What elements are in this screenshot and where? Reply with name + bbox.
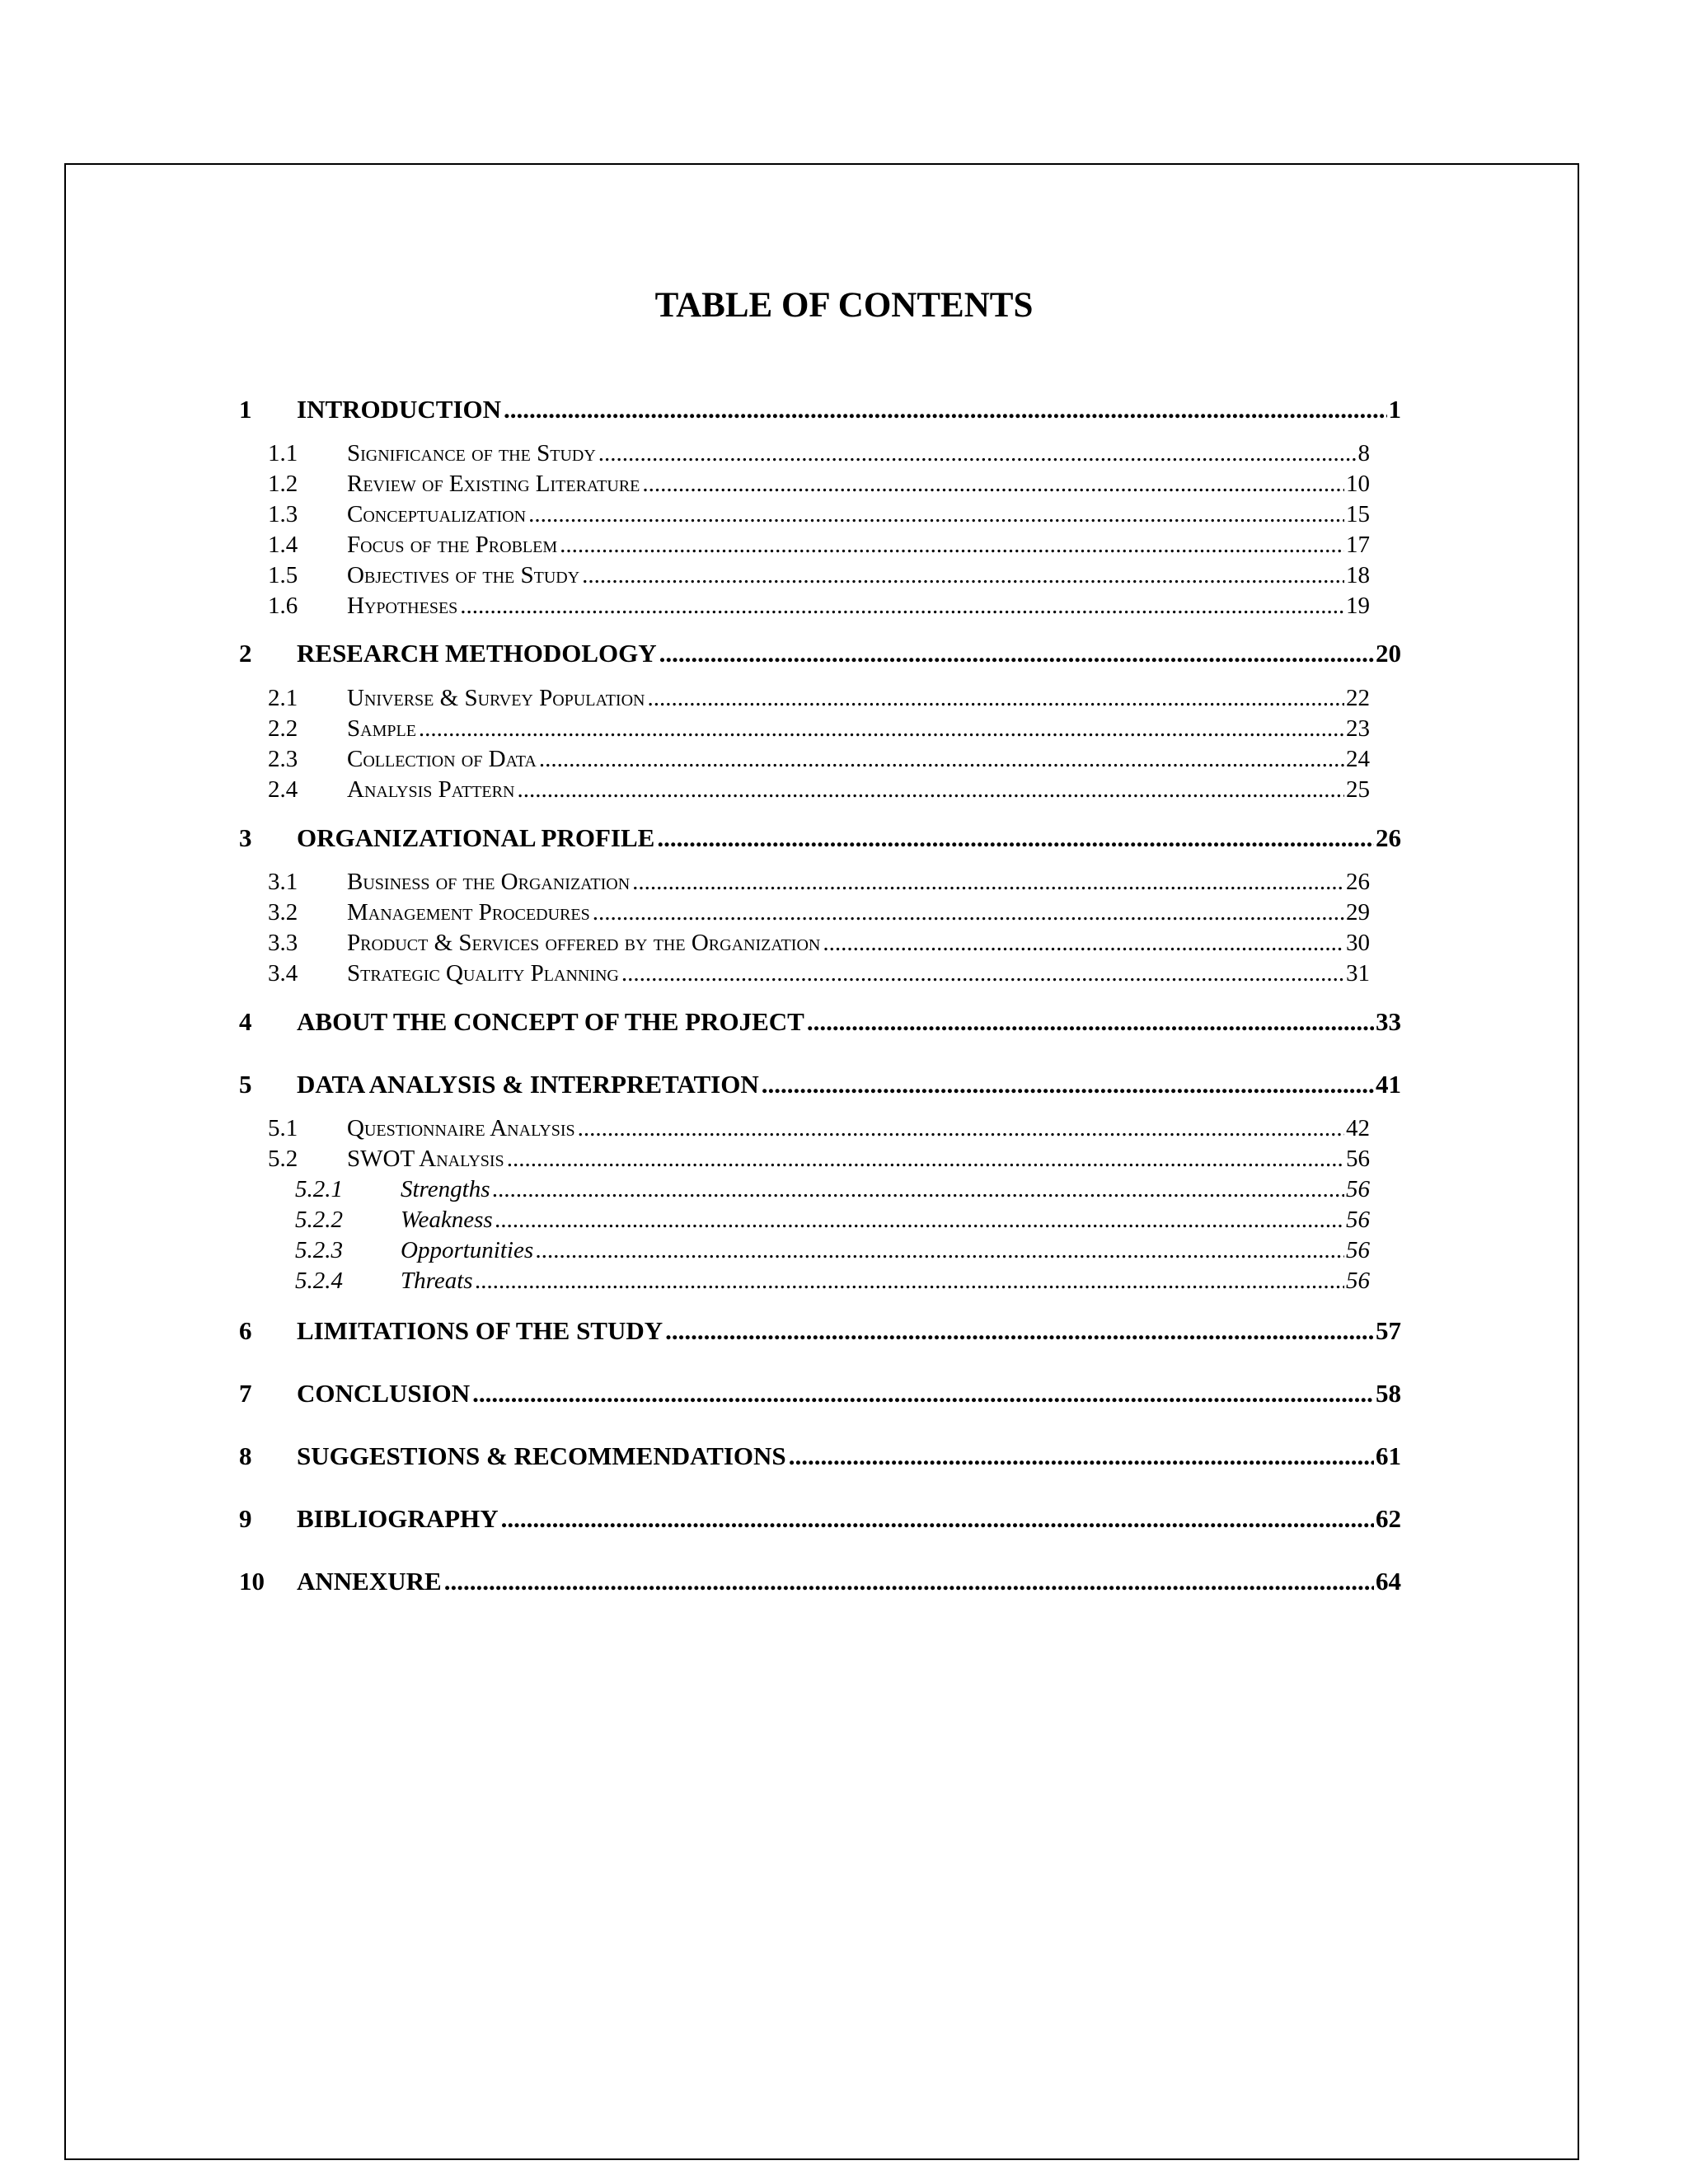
page-title: TABLE OF CONTENTS — [654, 286, 1034, 325]
toc-entry-page-number: 25 — [1346, 776, 1370, 803]
toc-entry-label: ORGANIZATIONAL PROFILE — [297, 823, 655, 852]
toc-entry-2[interactable] — [239, 638, 1401, 669]
toc-entry-2-3[interactable] — [239, 744, 1370, 775]
toc-entry-number: 5.1 — [268, 1115, 298, 1141]
toc-entry-1-4[interactable] — [239, 530, 1370, 560]
dot-leader — [659, 638, 1374, 669]
toc-entry-page-number: 56 — [1346, 1268, 1370, 1294]
toc-entry-number: 1 — [239, 395, 252, 424]
dot-leader — [501, 1503, 1374, 1535]
toc-entry-9[interactable] — [239, 1503, 1401, 1535]
toc-entry-page-number: 56 — [1346, 1237, 1370, 1263]
toc-entry-number: 1.2 — [268, 471, 298, 497]
toc-entry-label: CONCLUSION — [297, 1379, 471, 1408]
toc-entry-2-4[interactable] — [239, 775, 1370, 805]
toc-entry-8[interactable] — [239, 1441, 1401, 1472]
dot-leader — [657, 823, 1374, 854]
toc-entry-number: 5.2.1 — [295, 1176, 343, 1202]
toc-entry-1-1[interactable] — [239, 438, 1370, 469]
toc-entry-number: 9 — [239, 1504, 252, 1533]
toc-entry-10[interactable] — [239, 1566, 1401, 1597]
toc-entry-page-number: 10 — [1346, 471, 1370, 497]
toc-entry-page-number: 24 — [1346, 746, 1370, 772]
toc-entry-4[interactable] — [239, 1006, 1401, 1038]
toc-entry-label: INTRODUCTION — [297, 395, 502, 424]
toc-entry-page-number: 30 — [1346, 930, 1370, 956]
toc-entry-page-number: 15 — [1346, 501, 1370, 527]
toc-entry-5-2-1[interactable] — [239, 1174, 1370, 1205]
toc-entry-number: 1.3 — [268, 501, 298, 527]
toc-entry-page-number: 33 — [1376, 1007, 1401, 1036]
dot-leader — [578, 1113, 1344, 1144]
dot-leader — [536, 1235, 1344, 1266]
toc-entry-1[interactable] — [239, 394, 1401, 425]
toc-entry-page-number: 17 — [1346, 532, 1370, 558]
dot-leader — [539, 744, 1344, 775]
toc-entry-5[interactable] — [239, 1069, 1401, 1100]
toc-entry-label: Weakness — [401, 1207, 493, 1233]
toc-entry-1-6[interactable] — [239, 591, 1370, 621]
toc-entry-5-2-3[interactable] — [239, 1235, 1370, 1266]
toc-entry-number: 1.6 — [268, 593, 298, 619]
toc-entry-3-2[interactable] — [239, 898, 1370, 928]
toc-entry-page-number: 22 — [1346, 685, 1370, 711]
toc-entry-number: 6 — [239, 1316, 252, 1345]
dot-leader — [460, 591, 1344, 621]
toc-entry-3-4[interactable] — [239, 958, 1370, 989]
toc-entry-page-number: 8 — [1357, 440, 1370, 466]
dot-leader — [582, 560, 1344, 591]
toc-entry-label: Collection of Data — [347, 746, 537, 772]
toc-entry-number: 5.2 — [268, 1146, 298, 1172]
toc-entry-label: Management Procedures — [347, 899, 590, 926]
toc-entry-number: 5.2.3 — [295, 1237, 343, 1263]
toc-entry-page-number: 19 — [1346, 593, 1370, 619]
toc-entry-page-number: 31 — [1346, 960, 1370, 987]
toc-entry-page-number: 26 — [1346, 869, 1370, 895]
dot-leader — [444, 1566, 1374, 1597]
toc-entry-6[interactable] — [239, 1315, 1401, 1347]
table-of-contents — [239, 0, 1401, 2184]
toc-entry-page-number: 62 — [1376, 1504, 1401, 1533]
toc-entry-number: 4 — [239, 1007, 252, 1036]
toc-entry-number: 5 — [239, 1070, 252, 1099]
toc-entry-label: LIMITATIONS OF THE STUDY — [297, 1316, 663, 1345]
dot-leader — [507, 1144, 1344, 1174]
toc-entry-label: Threats — [401, 1268, 473, 1294]
toc-entry-page-number: 58 — [1376, 1379, 1401, 1408]
toc-entry-label: Sample — [347, 715, 416, 742]
toc-entry-3-3[interactable] — [239, 928, 1370, 958]
toc-entry-number: 1.5 — [268, 562, 298, 588]
dot-leader — [419, 714, 1344, 744]
dot-leader — [642, 469, 1344, 499]
toc-entry-label: BIBLIOGRAPHY — [297, 1504, 499, 1533]
toc-entry-2-1[interactable] — [239, 683, 1370, 714]
toc-entry-number: 3.1 — [268, 869, 298, 895]
dot-leader — [807, 1006, 1374, 1038]
toc-entry-label: Questionnaire Analysis — [347, 1115, 575, 1141]
dot-leader — [632, 867, 1344, 898]
toc-entry-label: RESEARCH METHODOLOGY — [297, 639, 657, 668]
dot-leader — [598, 438, 1357, 469]
toc-entry-3-1[interactable] — [239, 867, 1370, 898]
toc-entry-label: SUGGESTIONS & RECOMMENDATIONS — [297, 1441, 786, 1470]
dot-leader — [789, 1441, 1374, 1472]
toc-entry-page-number: 26 — [1376, 823, 1401, 852]
toc-entry-5-2-2[interactable] — [239, 1205, 1370, 1235]
toc-entry-number: 2.4 — [268, 776, 298, 803]
toc-entry-5-2[interactable] — [239, 1144, 1370, 1174]
toc-entry-label: Strategic Quality Planning — [347, 960, 619, 987]
toc-entry-5-1[interactable] — [239, 1113, 1370, 1144]
toc-entry-number: 3.2 — [268, 899, 298, 926]
dot-leader — [665, 1315, 1374, 1347]
dot-leader — [560, 530, 1344, 560]
toc-entry-number: 5.2.2 — [295, 1207, 343, 1233]
toc-entry-label: SWOT Analysis — [347, 1146, 504, 1172]
toc-entry-label: Significance of the Study — [347, 440, 596, 466]
toc-entry-1-2[interactable] — [239, 469, 1370, 499]
toc-entry-page-number: 56 — [1346, 1146, 1370, 1172]
toc-entry-label: Focus of the Problem — [347, 532, 558, 558]
toc-entry-page-number: 20 — [1376, 639, 1401, 668]
dot-leader — [528, 499, 1344, 530]
toc-entry-number: 2.1 — [268, 685, 298, 711]
toc-entry-label: ABOUT THE CONCEPT OF THE PROJECT — [297, 1007, 804, 1036]
toc-entry-page-number: 56 — [1346, 1207, 1370, 1233]
toc-entry-label: Conceptualization — [347, 501, 527, 527]
toc-entry-page-number: 29 — [1346, 899, 1370, 926]
toc-entry-page-number: 64 — [1376, 1567, 1401, 1596]
toc-entry-number: 1.4 — [268, 532, 298, 558]
dot-leader — [823, 928, 1344, 958]
toc-entry-number: 2.3 — [268, 746, 298, 772]
toc-entry-page-number: 18 — [1346, 562, 1370, 588]
toc-entry-label: Objectives of the Study — [347, 562, 580, 588]
toc-entry-1-5[interactable] — [239, 560, 1370, 591]
toc-entry-label: Hypotheses — [347, 593, 458, 619]
toc-entry-number: 2.2 — [268, 715, 298, 742]
dot-leader — [593, 898, 1344, 928]
toc-entry-label: Review of Existing Literature — [347, 471, 640, 497]
toc-entry-number: 3 — [239, 823, 252, 852]
toc-entry-label: ANNEXURE — [297, 1567, 442, 1596]
toc-entry-7[interactable] — [239, 1378, 1401, 1409]
toc-entry-label: Product & Services offered by the Organization — [347, 930, 821, 956]
toc-entry-number: 3.3 — [268, 930, 298, 956]
toc-entry-page-number: 1 — [1388, 395, 1401, 424]
toc-entry-number: 10 — [239, 1567, 265, 1596]
toc-entry-page-number: 61 — [1376, 1441, 1401, 1470]
dot-leader — [621, 958, 1344, 989]
toc-entry-5-2-4[interactable] — [239, 1266, 1370, 1296]
toc-entry-page-number: 56 — [1346, 1176, 1370, 1202]
toc-entry-number: 3.4 — [268, 960, 298, 987]
toc-entry-number: 5.2.4 — [295, 1268, 343, 1294]
toc-entry-number: 8 — [239, 1441, 252, 1470]
dot-leader — [647, 683, 1344, 714]
toc-entry-1-3[interactable] — [239, 499, 1370, 530]
dot-leader — [504, 394, 1386, 425]
toc-entry-label: Business of the Organization — [347, 869, 631, 895]
toc-entry-label: Opportunities — [401, 1237, 534, 1263]
toc-entry-label: Universe & Survey Population — [347, 685, 645, 711]
dot-leader — [762, 1069, 1374, 1100]
dot-leader — [495, 1205, 1344, 1235]
toc-entry-label: Strengths — [401, 1176, 490, 1202]
dot-leader — [517, 775, 1344, 805]
toc-entry-page-number: 57 — [1376, 1316, 1401, 1345]
toc-entry-page-number: 23 — [1346, 715, 1370, 742]
toc-entry-page-number: 41 — [1376, 1070, 1401, 1099]
toc-entry-label: Analysis Pattern — [347, 776, 515, 803]
toc-entry-2-2[interactable] — [239, 714, 1370, 744]
toc-entry-3[interactable] — [239, 823, 1401, 854]
toc-entry-label: DATA ANALYSIS & INTERPRETATION — [297, 1070, 759, 1099]
toc-entry-number: 7 — [239, 1379, 252, 1408]
dot-leader — [472, 1378, 1374, 1409]
toc-entry-number: 1.1 — [268, 440, 298, 466]
toc-entry-number: 2 — [239, 639, 252, 668]
dot-leader — [476, 1266, 1344, 1296]
toc-entry-page-number: 42 — [1346, 1115, 1370, 1141]
dot-leader — [492, 1174, 1344, 1205]
